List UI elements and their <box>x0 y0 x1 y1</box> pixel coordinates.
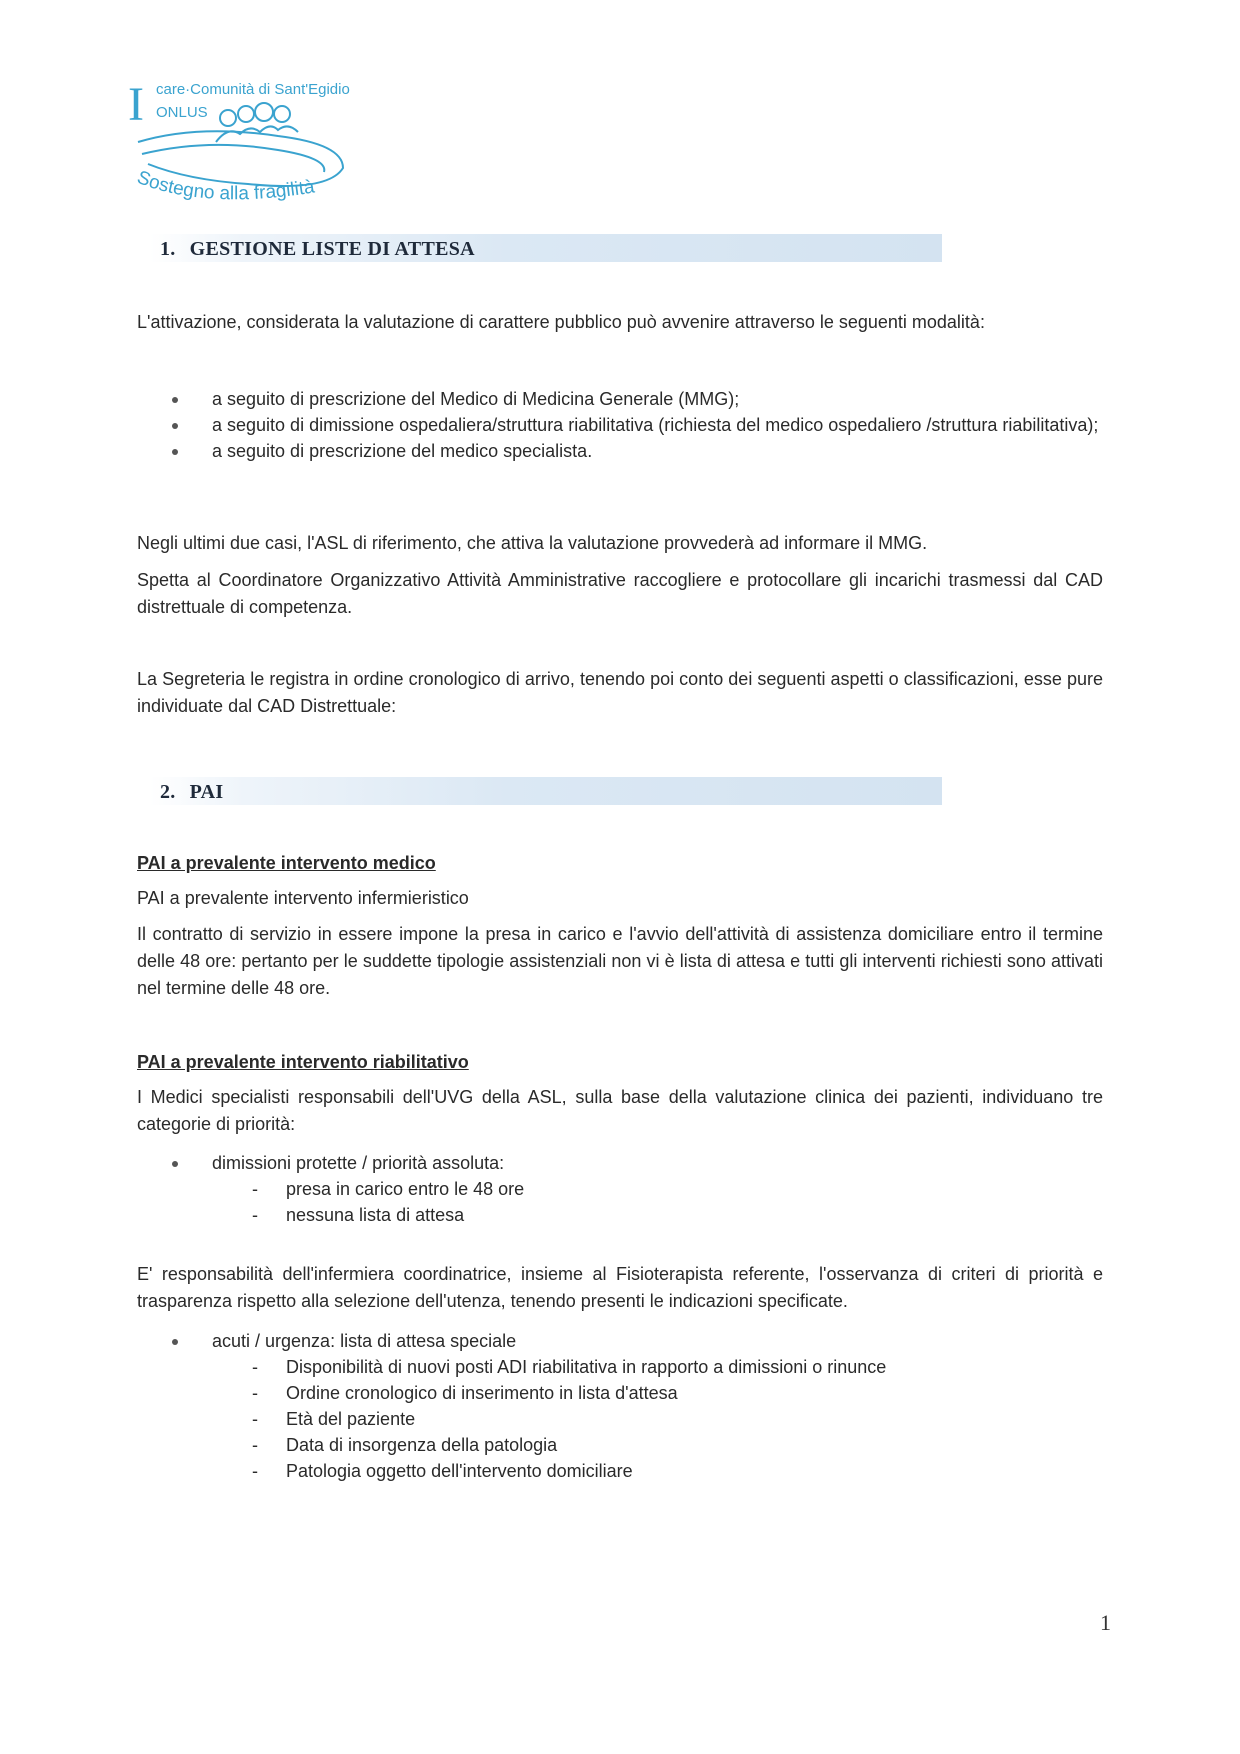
list-item: a seguito di dimissione ospedaliera/struttura riabilitativa (richiesta del medico ospedaliero /struttura riabilitativa); <box>170 412 1103 438</box>
section-1-para1: Negli ultimi due casi, l'ASL di riferimento, che attiva la valutazione provvederà ad informare il MMG. <box>137 533 928 553</box>
priority-a-details <box>212 1176 1103 1228</box>
section-1-number: 1. <box>160 238 176 260</box>
bullet-icon <box>172 449 178 455</box>
section-2-para1: Il contratto di servizio in essere impone la presa in carico e l'avvio dell'attività di assistenza domiciliare entro il termine delle 48 ore: pertanto per le suddette tipologie assistenziali non vi è lista di attesa e tutti gli interventi richiesti sono attivati nel termine delle 48 ore. <box>137 924 1103 998</box>
section-1-heading: GESTIONE LISTE DI ATTESA <box>189 238 475 260</box>
logo-graphic <box>128 72 388 222</box>
priority-list-b <box>170 1328 1103 1484</box>
bullet-icon <box>172 423 178 429</box>
section-2-heading: PAI <box>189 781 224 803</box>
logo-letter: I <box>128 78 144 131</box>
list-item: - presa in carico entro le 48 ore <box>252 1179 525 1199</box>
page-number: 1 <box>1100 1610 1111 1635</box>
priority-list-a <box>170 1150 1103 1228</box>
section-1-intro: L'attivazione, considerata la valutazione di carattere pubblico può avvenire attraverso le seguenti modalità: <box>137 312 985 332</box>
section-1-title <box>160 238 475 261</box>
priority-b-details <box>212 1354 1103 1484</box>
section-1-para3: La Segreteria le registra in ordine cronologico di arrivo, tenendo poi conto dei seguenti aspetti o classificazioni, esse pure individuate dal CAD Distrettuale: <box>137 669 1103 716</box>
section-2-title <box>160 781 223 804</box>
list-item: dimissioni protette / priorità assoluta: - presa in carico entro le 48 ore - nessuna lista di attesa <box>170 1150 1103 1228</box>
section-2-bar <box>150 777 942 805</box>
list-item: - Ordine cronologico di inserimento in lista d'attesa <box>252 1383 678 1403</box>
logo-line2: ONLUS <box>156 104 208 121</box>
subheading-medico: PAI a prevalente intervento medico <box>137 853 436 873</box>
list-item: - Età del paziente <box>252 1409 416 1429</box>
bullet-icon <box>172 397 178 403</box>
section-2-number: 2. <box>160 781 176 803</box>
organization-logo <box>128 72 388 222</box>
list-item: a seguito di prescrizione del medico specialista. <box>170 438 1103 464</box>
list-item: - Data di insorgenza della patologia <box>252 1435 558 1455</box>
svg-text:Sostegno alla fragilità <box>134 167 316 204</box>
logo-tagline: Sostegno alla fragilità <box>134 167 316 205</box>
infermieristico-label: PAI a prevalente intervento infermieristico <box>137 888 469 908</box>
list-item: - nessuna lista di attesa <box>252 1205 465 1225</box>
section-2-para2: I Medici specialisti responsabili dell'UVG della ASL, sulla base della valutazione clinica dei pazienti, individuano tre categorie di priorità: <box>137 1087 1103 1134</box>
subheading-riabilitativo: PAI a prevalente intervento riabilitativo <box>137 1052 469 1072</box>
bullet-icon <box>172 1161 178 1167</box>
list-item: a seguito di prescrizione del Medico di Medicina Generale (MMG); <box>170 386 1103 412</box>
list-item: - Disponibilità di nuovi posti ADI riabilitativa in rapporto a dimissioni o rinunce <box>252 1357 887 1377</box>
list-item: acuti / urgenza: lista di attesa speciale - Disponibilità di nuovi posti ADI riabilitativa in rapporto a dimissioni o rinunce - Ordine cronologico di inserimento in lista d'attesa - Età del paziente - Data di insorgenza della patologia - Patologia oggetto dell'intervento domiciliare <box>170 1328 1103 1484</box>
logo-line1: care·Comunità di Sant'Egidio <box>156 81 350 98</box>
bullet-icon <box>172 1339 178 1345</box>
activation-modes-list <box>170 386 1103 464</box>
section-1-para2: Spetta al Coordinatore Organizzativo Attività Amministrative raccogliere e protocollare gli incarichi trasmessi dal CAD distrettuale di competenza. <box>137 570 1103 617</box>
section-2-para3: E' responsabilità dell'infermiera coordinatrice, insieme al Fisioterapista referente, l'osservanza di criteri di priorità e trasparenza rispetto alla selezione dell'utenza, tenendo presenti le indicazioni specificate. <box>137 1264 1103 1311</box>
list-item: - Patologia oggetto dell'intervento domiciliare <box>252 1461 633 1481</box>
